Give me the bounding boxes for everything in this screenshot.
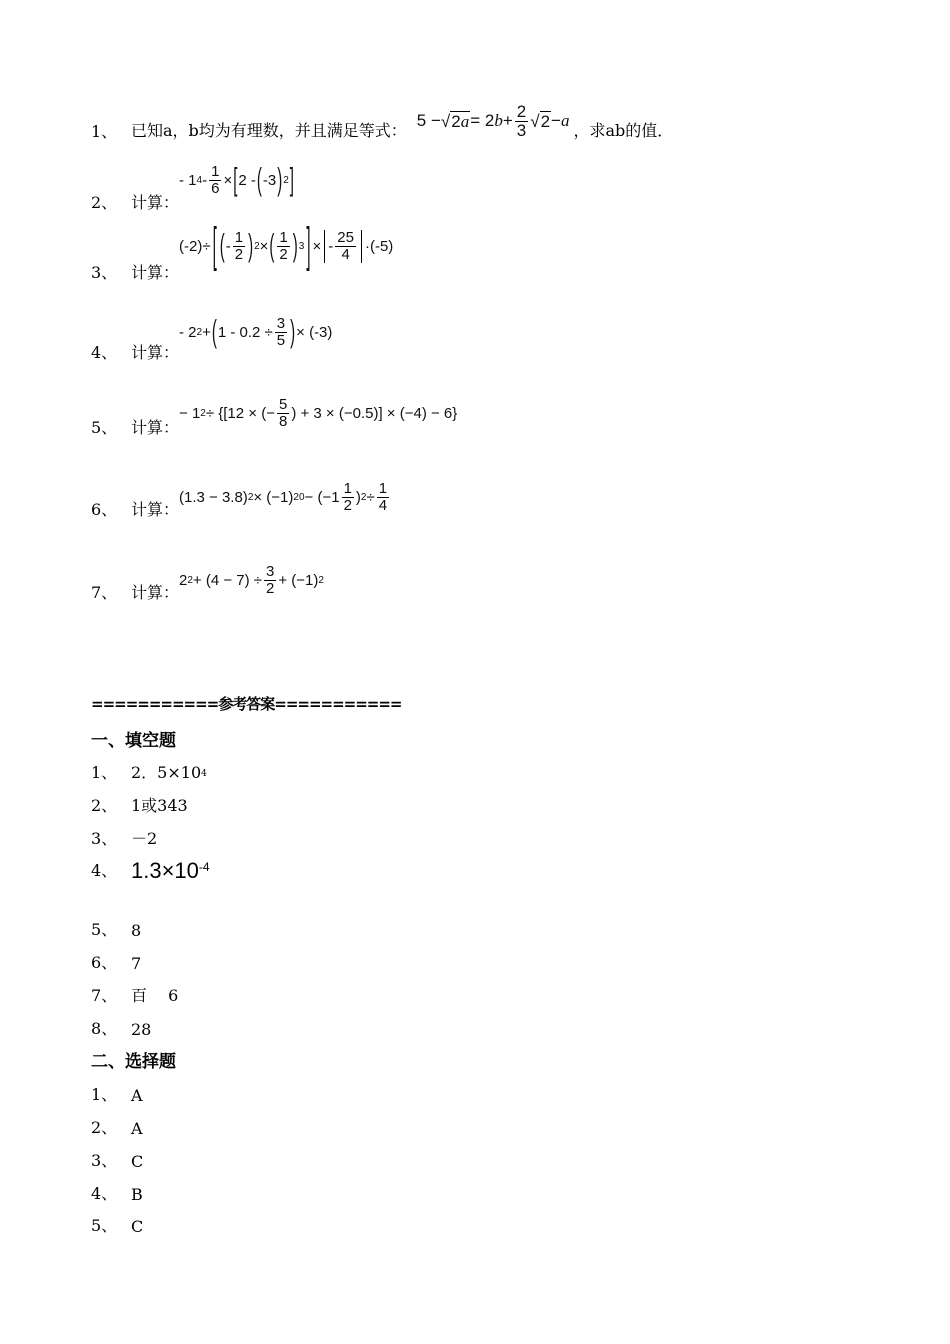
fill-answer-5: 5、 8 xyxy=(91,920,142,940)
question-6 xyxy=(91,480,391,520)
choice-answer-3: 3、 C xyxy=(91,1151,144,1171)
section-title-fill: 一、填空题 xyxy=(91,731,176,751)
question-tail: ，求ab的值． xyxy=(573,120,674,140)
question-text: 计算： xyxy=(131,417,180,437)
question-1 xyxy=(91,102,674,142)
fill-answer-3: 3、 －2 xyxy=(91,829,158,848)
question-text: 计算： xyxy=(131,499,180,519)
expression-4: - 2 2 + ( 1 - 0.2 ÷ $\frac{3}{5}$ ) × (-3) xyxy=(179,314,333,351)
fill-answer-2: 2、 1或343 xyxy=(91,796,188,815)
question-number: 3、 xyxy=(91,262,118,282)
question-4 xyxy=(91,314,333,363)
fill-answer-6: 6、 7 xyxy=(91,953,142,973)
question-number: 7、 xyxy=(91,582,118,602)
choice-answer-1: 1、 A xyxy=(91,1085,143,1105)
question-number: 4、 xyxy=(91,342,118,362)
expression-2: - 1 4 - $\frac{1}{6}$ × [ 2 - ( -3 ) 2 ] xyxy=(179,162,294,199)
question-text: 计算： xyxy=(131,192,180,212)
question-5 xyxy=(91,396,458,438)
question-number: 1、 xyxy=(91,121,118,141)
expression-7: 2 2 + (4 − 7) ÷ $\frac{3}{2}$ + (−1) 2 xyxy=(179,563,324,597)
choice-answer-4: 4、 B xyxy=(91,1184,143,1204)
expression-6: (1.3 − 3.8) 2 × (−1) 20 − (−1 $\frac{1}{2}$ ) 2 ÷ $\frac{1}{4}$ xyxy=(179,480,388,514)
equation-1: 5 − √ 2a = 2 b + $\frac{2}{3}$ √ 2 − a xyxy=(416,102,570,140)
expression-3: (-2)÷ [ ( - $\frac{1}{2}$ ) 2 × ( $\frac{1}{2}$ ) 3 ] × - $\frac{25}{4}$ ·(-5) xyxy=(179,219,394,274)
choice-answer-5: 5、 C xyxy=(91,1216,144,1236)
section-title-choice: 二、选择题 xyxy=(91,1052,176,1072)
question-2 xyxy=(91,162,295,213)
question-text: 计算： xyxy=(131,582,180,602)
fill-answer-7: 7、 百 6 xyxy=(91,986,179,1005)
choice-answer-2: 2、 A xyxy=(91,1118,143,1138)
fill-answer-1: 1、 2．5×10 $^4$ xyxy=(91,763,207,782)
expression-5: − 1 2 ÷ {[12 × (− $\frac{5}{8}$ ) + 3 × (−0.5)] × (−4) − 6} xyxy=(179,396,458,430)
question-3 xyxy=(91,219,394,283)
fill-answer-8: 8、 28 xyxy=(91,1019,152,1039)
question-text: 已知a，b均为有理数，并且满足等式： xyxy=(131,120,407,140)
question-number: 6、 xyxy=(91,499,118,519)
question-number: 5、 xyxy=(91,417,118,437)
question-text: 计算： xyxy=(131,262,180,282)
question-number: 2、 xyxy=(91,192,118,212)
question-text: 计算： xyxy=(131,342,180,362)
answer-separator: ===========参考答案=========== xyxy=(91,695,402,713)
question-7 xyxy=(91,563,324,603)
fill-answer-4: 4、 1.3×10 $^{-4}$ xyxy=(91,858,210,883)
